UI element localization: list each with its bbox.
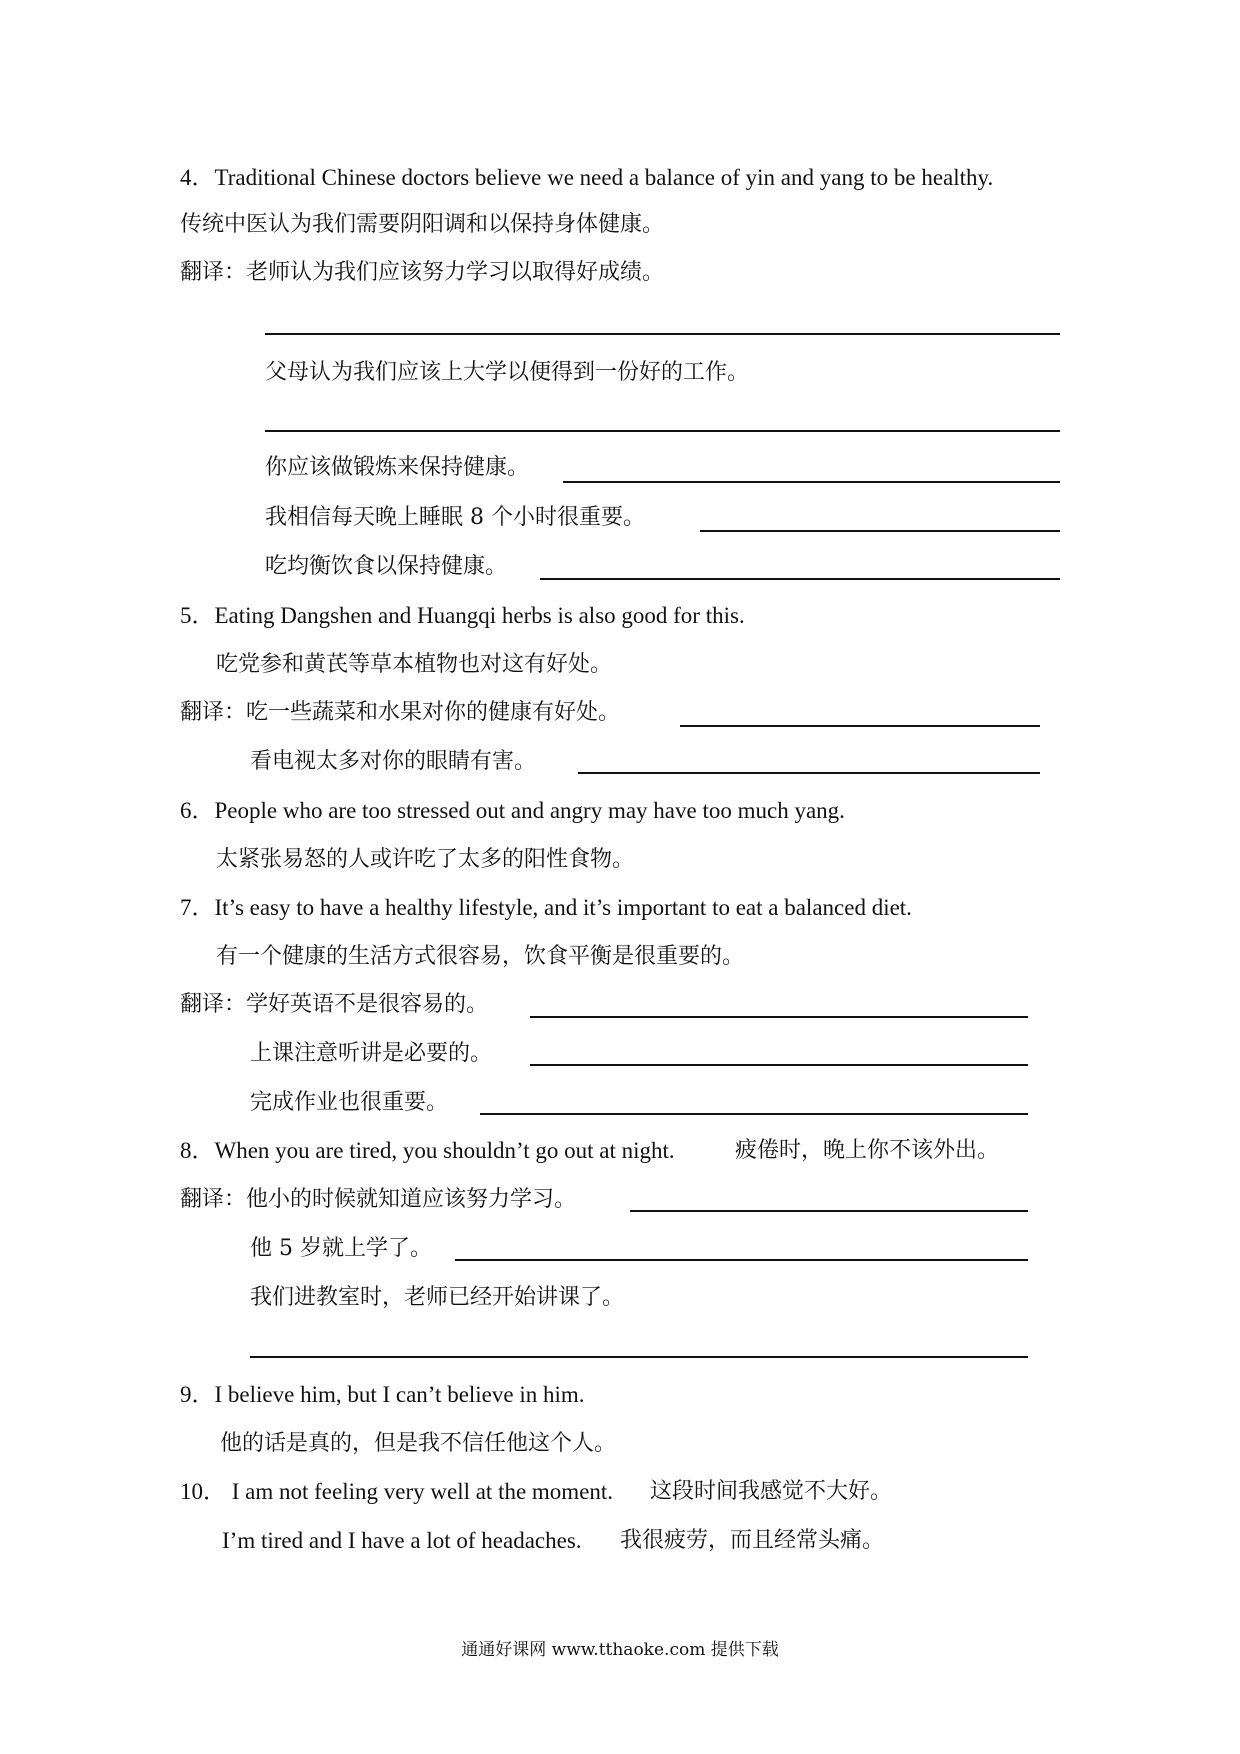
q8-english: 8．When you are tired, you shouldn’t go out at night. (180, 1138, 675, 1163)
q8-chinese: 疲倦时，晚上你不该外出。 (735, 1138, 1000, 1163)
q6-chinese: 太紧张易怒的人或许吃了太多的阳性食物。 (216, 847, 635, 872)
q10-english-1: 10． I am not feeling very well at the moment. (180, 1479, 614, 1504)
q8-exercise-1: 他小的时候就知道应该努力学习。 (246, 1187, 577, 1212)
q4-exercise-1: 老师认为我们应该努力学习以取得好成绩。 (246, 260, 665, 285)
q4-chinese: 传统中医认为我们需要阴阳调和以保持身体健康。 (180, 212, 665, 237)
q6-english: 6．People who are too stressed out and angry may have too much yang. (180, 798, 845, 823)
q5-english: 5．Eating Dangshen and Huangqi herbs is also good for this. (180, 603, 745, 628)
q8-translate-label: 翻译： (180, 1187, 247, 1212)
q7-english: 7．It’s easy to have a healthy lifestyle, and it’s important to eat a balanced diet. (180, 895, 912, 920)
q4-answer-blank-4[interactable] (700, 530, 1060, 532)
q8-answer-blank-1[interactable] (630, 1210, 1028, 1212)
q5-translate-label: 翻译： (180, 700, 247, 725)
q8-answer-blank-2[interactable] (455, 1259, 1028, 1261)
q4-exercise-2: 父母认为我们应该上大学以便得到一份好的工作。 (265, 360, 750, 385)
q5-exercise-1: 吃一些蔬菜和水果对你的健康有好处。 (246, 700, 621, 725)
q7-answer-blank-3[interactable] (480, 1113, 1028, 1115)
q9-chinese: 他的话是真的，但是我不信任他这个人。 (220, 1431, 617, 1456)
q4-exercise-5: 吃均衡饮食以保持健康。 (265, 554, 508, 579)
q5-exercise-2: 看电视太多对你的眼睛有害。 (250, 749, 537, 774)
page-footer: 通通好课网 www.tthaoke.com 提供下载 (461, 1640, 779, 1660)
q10-english-2: I’m tired and I have a lot of headaches. (222, 1528, 582, 1553)
q7-exercise-3: 完成作业也很重要。 (250, 1090, 449, 1115)
q4-answer-blank-2[interactable] (265, 430, 1060, 432)
q4-translate-label: 翻译： (180, 260, 247, 285)
q4-english: 4．Traditional Chinese doctors believe we need a balance of yin and yang to be healthy. (180, 165, 994, 190)
q7-translate-label: 翻译： (180, 992, 247, 1017)
q9-english: 9．I believe him, but I can’t believe in him. (180, 1382, 585, 1407)
q7-answer-blank-2[interactable] (530, 1064, 1028, 1066)
q8-exercise-2: 他 5 岁就上学了。 (250, 1236, 432, 1261)
q5-answer-blank-1[interactable] (680, 725, 1040, 727)
q4-answer-blank-3[interactable] (563, 481, 1060, 483)
q4-answer-blank-1[interactable] (265, 333, 1060, 335)
q7-exercise-1: 学好英语不是很容易的。 (246, 992, 489, 1017)
q10-chinese-2: 我很疲劳，而且经常头痛。 (620, 1528, 885, 1553)
q5-chinese: 吃党参和黄芪等草本植物也对这有好处。 (216, 652, 613, 677)
q7-exercise-2: 上课注意听讲是必要的。 (250, 1041, 493, 1066)
q7-answer-blank-1[interactable] (530, 1016, 1028, 1018)
q4-exercise-3: 你应该做锻炼来保持健康。 (265, 455, 530, 480)
q8-answer-blank-3[interactable] (250, 1356, 1028, 1358)
q4-exercise-4: 我相信每天晚上睡眠 8 个小时很重要。 (265, 505, 645, 530)
q5-answer-blank-2[interactable] (578, 772, 1040, 774)
q7-chinese: 有一个健康的生活方式很容易，饮食平衡是很重要的。 (216, 944, 745, 969)
q10-chinese-1: 这段时间我感觉不大好。 (650, 1479, 893, 1504)
q4-answer-blank-5[interactable] (540, 578, 1060, 580)
q8-exercise-3: 我们进教室时，老师已经开始讲课了。 (250, 1285, 625, 1310)
